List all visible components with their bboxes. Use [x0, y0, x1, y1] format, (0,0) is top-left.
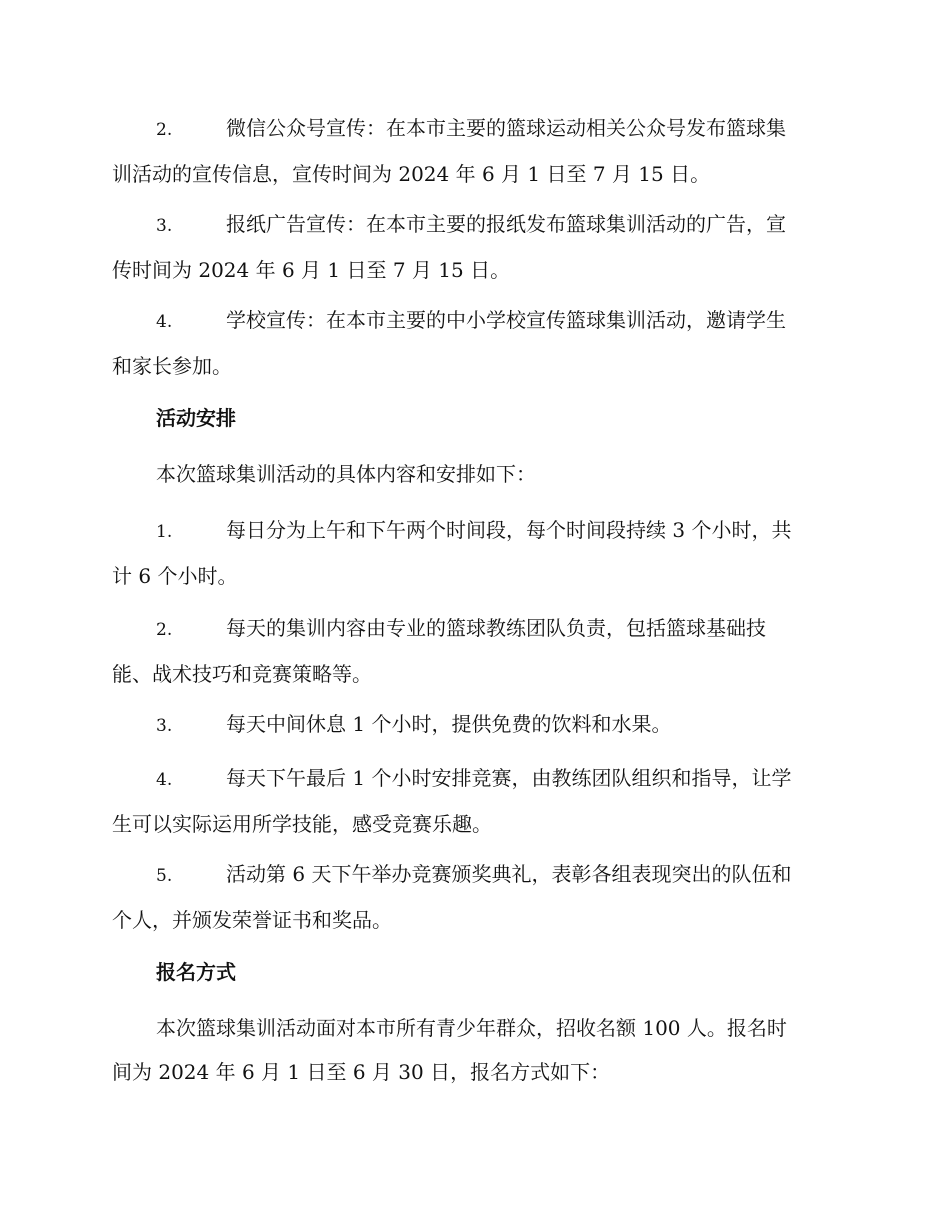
list-item [112, 298, 832, 388]
list-number: 2. [156, 120, 173, 140]
list-text-line: 和家长参加。 [112, 354, 232, 378]
list-text-line: 每日分为上午和下午两个时间段，每个时间段持续 3 个小时，共 [226, 518, 792, 542]
list-number: 3. [156, 216, 173, 236]
list-number: 3. [156, 716, 173, 736]
list-text-line: 报纸广告宣传：在本市主要的报纸发布篮球集训活动的广告，宣 [226, 212, 786, 236]
list-number: 4. [156, 312, 173, 332]
section-heading-signup: 报名方式 [156, 960, 236, 984]
paragraph-line: 本次篮球集训活动面对本市所有青少年群众，招收名额 100 人。报名时 [156, 1016, 787, 1040]
list-text-line: 个人，并颁发荣誉证书和奖品。 [112, 908, 392, 932]
list-number: 4. [156, 770, 173, 790]
list-item [112, 852, 832, 942]
section-paragraph [112, 1006, 832, 1094]
section-intro [112, 452, 832, 496]
list-text-line: 每天中间休息 1 个小时，提供免费的饮料和水果。 [226, 712, 672, 736]
list-text-line: 活动第 6 天下午举办竞赛颁奖典礼，表彰各组表现突出的队伍和 [226, 862, 792, 886]
list-text-line: 生可以实际运用所学技能，感受竞赛乐趣。 [112, 812, 492, 836]
list-text-line: 每天的集训内容由专业的篮球教练团队负责，包括篮球基础技 [226, 616, 766, 640]
list-item [112, 756, 832, 846]
list-text-line: 计 6 个小时。 [112, 564, 238, 588]
list-item [112, 508, 832, 598]
list-number: 5. [156, 866, 173, 886]
list-number: 1. [156, 522, 173, 542]
list-number: 2. [156, 620, 173, 640]
list-item [112, 606, 832, 696]
list-text-line: 能、战术技巧和竞赛策略等。 [112, 662, 372, 686]
list-text-line: 传时间为 2024 年 6 月 1 日至 7 月 15 日。 [112, 258, 511, 282]
paragraph-line: 本次篮球集训活动的具体内容和安排如下： [156, 462, 536, 486]
list-text-line: 训活动的宣传信息，宣传时间为 2024 年 6 月 1 日至 7 月 15 日。 [112, 162, 711, 186]
list-item [112, 202, 832, 292]
section-heading-activity: 活动安排 [156, 406, 236, 430]
list-text-line: 微信公众号宣传：在本市主要的篮球运动相关公众号发布篮球集 [226, 116, 786, 140]
list-item [112, 702, 832, 748]
list-text-line: 每天下午最后 1 个小时安排竞赛，由教练团队组织和指导，让学 [226, 766, 792, 790]
list-text-line: 学校宣传：在本市主要的中小学校宣传篮球集训活动，邀请学生 [226, 308, 786, 332]
paragraph-line: 间为 2024 年 6 月 1 日至 6 月 30 日，报名方式如下： [112, 1060, 611, 1084]
list-item [112, 106, 832, 196]
